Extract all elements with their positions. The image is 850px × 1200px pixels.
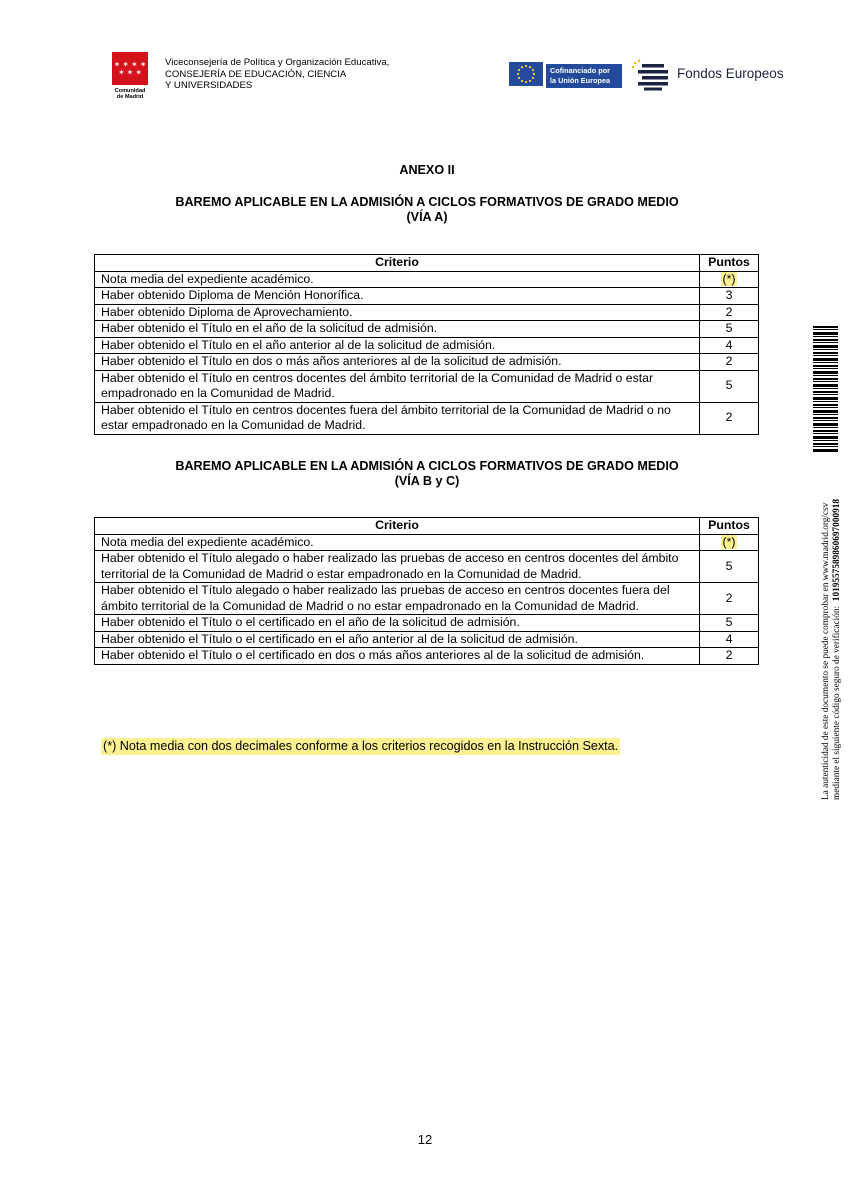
- puntos-cell: 4: [700, 631, 759, 648]
- table-row: [95, 402, 759, 434]
- puntos-cell: 5: [700, 370, 759, 402]
- criterio-cell: Haber obtenido el Título en el año de la solicitud de admisión.: [95, 321, 700, 338]
- table-row: [95, 288, 759, 305]
- puntos-cell: 4: [700, 337, 759, 354]
- table-row: [95, 583, 759, 615]
- table-row: [95, 534, 759, 551]
- criterio-cell: Haber obtenido el Título o el certificado en el año anterior al de la solicitud de admisión.: [95, 631, 700, 648]
- puntos-value: (*): [722, 534, 736, 549]
- org-line: Y UNIVERSIDADES: [165, 80, 253, 91]
- verification-prefix: mediante el siguiente código seguro de verificación:: [832, 605, 842, 800]
- criterio-cell: Haber obtenido el Título alegado o haber realizado las pruebas de acceso en centros docentes fuera del ámbito territorial de la Comunidad de Madrid o no estar empadronado en la Comunidad de Madrid.: [95, 583, 700, 615]
- verification-notice: [821, 440, 843, 800]
- comunidad-de-madrid-logo: [110, 52, 150, 100]
- puntos-cell: [700, 271, 759, 288]
- column-header-criterio: Criterio: [95, 255, 700, 272]
- criterio-cell: Haber obtenido el Título en centros docentes fuera del ámbito territorial de la Comunidad de Madrid o no estar empadronado en la Comunidad de Madrid.: [95, 402, 700, 434]
- column-header-puntos: Puntos: [700, 518, 759, 535]
- criteria-table-via-b-c: [94, 517, 759, 665]
- criterio-cell: Haber obtenido el Título en centros docentes del ámbito territorial de la Comunidad de Madrid o estar empadronado en la Comunidad de Madrid.: [95, 370, 700, 402]
- annex-title-text: ANEXO II: [399, 163, 455, 177]
- table-row: [95, 321, 759, 338]
- puntos-cell: 2: [700, 354, 759, 371]
- criterio-cell: Haber obtenido el Título en dos o más años anteriores al de la solicitud de admisión.: [95, 354, 700, 371]
- criterio-cell: Haber obtenido el Título en el año anterior al de la solicitud de admisión.: [95, 337, 700, 354]
- eu-line: Cofinanciado por: [550, 66, 610, 75]
- puntos-cell: 2: [700, 402, 759, 434]
- section-title-line: BAREMO APLICABLE EN LA ADMISIÓN A CICLOS FORMATIVOS DE GRADO MEDIO: [175, 459, 679, 473]
- column-header-puntos: Puntos: [700, 255, 759, 272]
- table-header-row: [95, 518, 759, 535]
- table-row: [95, 648, 759, 665]
- madrid-logo-text: Comunidad de Madrid: [114, 88, 146, 100]
- table-row: [95, 631, 759, 648]
- fondos-europeos-label: Fondos Europeos: [677, 66, 784, 81]
- criterio-cell: Nota media del expediente académico.: [95, 271, 700, 288]
- puntos-value: (*): [722, 271, 736, 286]
- table-row: [95, 551, 759, 583]
- section-bc-title: [95, 459, 759, 489]
- criterio-cell: Haber obtenido Diploma de Aprovechamiento.: [95, 304, 700, 321]
- table-row: [95, 271, 759, 288]
- table-row: [95, 370, 759, 402]
- section-title-line: BAREMO APLICABLE EN LA ADMISIÓN A CICLOS FORMATIVOS DE GRADO MEDIO: [175, 195, 679, 209]
- org-line: CONSEJERÍA DE EDUCACIÓN, CIENCIA: [165, 68, 347, 80]
- puntos-cell: 5: [700, 551, 759, 583]
- criteria-table-via-a: [94, 254, 759, 435]
- table-row: [95, 354, 759, 371]
- puntos-cell: 2: [700, 304, 759, 321]
- section-title-line: (VÍA B y C): [394, 474, 460, 488]
- footnote: (*) Nota media con dos decimales conforme a los criterios recogidos en la Instrucción Sexta.: [103, 739, 619, 753]
- criterio-cell: Haber obtenido el Título o el certificado en dos o más años anteriores al de la solicitud de admisión.: [95, 648, 700, 665]
- eu-flag-icon: [509, 62, 543, 86]
- verification-line: La autenticidad de este documento se puede comprobar en www.madrid.org/csv: [821, 502, 831, 800]
- table-row: [95, 615, 759, 632]
- column-header-criterio: Criterio: [95, 518, 700, 535]
- criterio-cell: Haber obtenido el Título o el certificado en el año de la solicitud de admisión.: [95, 615, 700, 632]
- table-header-row: [95, 255, 759, 272]
- fondos-europeos-icon: [630, 59, 672, 91]
- puntos-cell: 3: [700, 288, 759, 305]
- eu-line: la Unión Europea: [550, 75, 611, 85]
- barcode: [813, 326, 838, 452]
- annex-title: [95, 163, 759, 178]
- table-row: [95, 337, 759, 354]
- puntos-cell: 5: [700, 615, 759, 632]
- puntos-cell: 2: [700, 648, 759, 665]
- madrid-flag-icon: ✶ ✶ ✶ ✶ ✶ ✶ ✶: [112, 52, 148, 85]
- section-title-line: (VÍA A): [406, 210, 448, 224]
- table-row: [95, 304, 759, 321]
- eu-cofinanced-label: [546, 64, 622, 88]
- section-a-title: [95, 195, 759, 225]
- criterio-cell: Haber obtenido Diploma de Mención Honorífica.: [95, 288, 700, 305]
- verification-line-2: [832, 440, 843, 800]
- criterio-cell: Nota media del expediente académico.: [95, 534, 700, 551]
- org-line: Viceconsejería de Política y Organización Educativa,: [165, 57, 390, 68]
- puntos-cell: 2: [700, 583, 759, 615]
- issuing-organization: [165, 57, 389, 92]
- page-number: 12: [417, 1132, 433, 1147]
- puntos-cell: [700, 534, 759, 551]
- criterio-cell: Haber obtenido el Título alegado o haber realizado las pruebas de acceso en centros docentes del ámbito territorial de la Comunidad de Madrid o estar empadronado en la Comunidad de Madrid.: [95, 551, 700, 583]
- csv-code: 1019557589860697000918: [832, 498, 842, 602]
- puntos-cell: 5: [700, 321, 759, 338]
